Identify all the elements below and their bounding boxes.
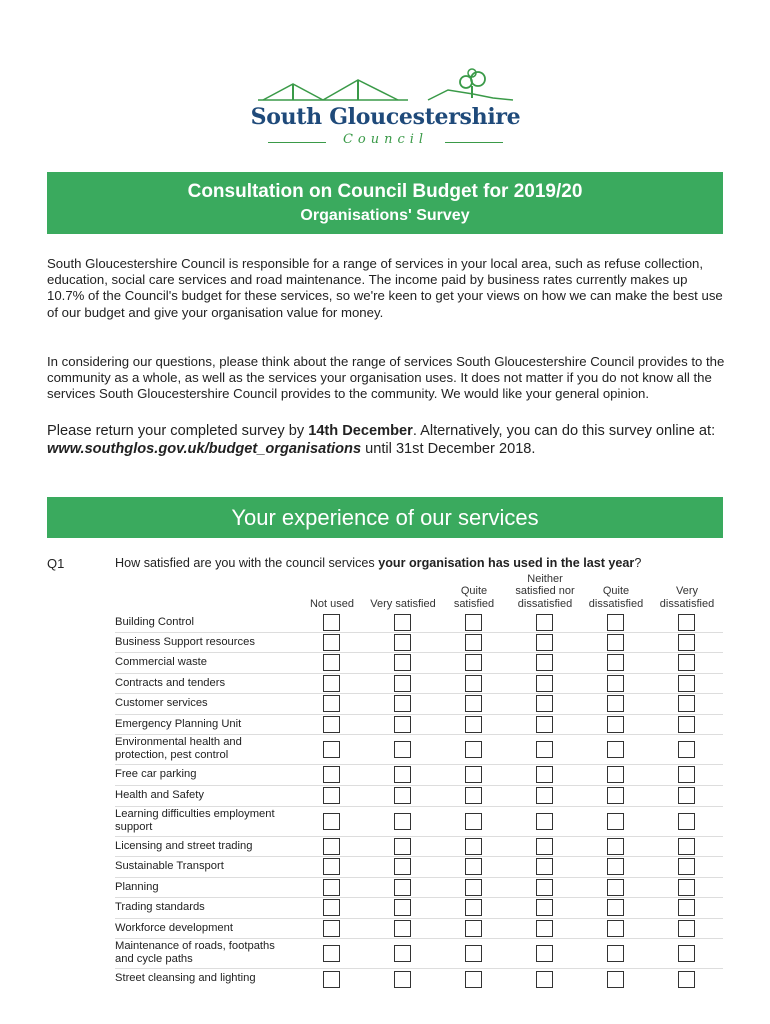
rating-checkbox[interactable] bbox=[607, 858, 624, 875]
rating-checkbox[interactable] bbox=[323, 766, 340, 783]
row-divider bbox=[115, 714, 723, 715]
column-header: Not used bbox=[309, 597, 355, 610]
rating-checkbox[interactable] bbox=[465, 654, 482, 671]
intro-paragraph-1: South Gloucestershire Council is responsible for a range of services in your local area, such as refuse collection, education, social care services and road maintenance. The income paid by business rates currently makes up 10.7% of the Council's budget for these services, so we're keen to get your views on how we can make the best use of our budget and give your organisation value for money. bbox=[47, 256, 723, 320]
rating-checkbox[interactable] bbox=[323, 741, 340, 758]
rating-checkbox[interactable] bbox=[394, 675, 411, 692]
rating-checkbox[interactable] bbox=[536, 614, 553, 631]
service-label: Sustainable Transport bbox=[115, 860, 224, 872]
council-logo bbox=[248, 68, 523, 150]
rating-checkbox[interactable] bbox=[678, 899, 695, 916]
row-divider bbox=[115, 918, 723, 919]
rating-checkbox[interactable] bbox=[536, 634, 553, 651]
rating-checkbox[interactable] bbox=[465, 879, 482, 896]
rating-checkbox[interactable] bbox=[678, 945, 695, 962]
rating-checkbox[interactable] bbox=[607, 695, 624, 712]
rating-checkbox[interactable] bbox=[465, 838, 482, 855]
rating-checkbox[interactable] bbox=[465, 899, 482, 916]
rating-checkbox[interactable] bbox=[394, 716, 411, 733]
rating-checkbox[interactable] bbox=[465, 787, 482, 804]
section-banner: Your experience of our services bbox=[47, 497, 723, 538]
question-text-end: ? bbox=[634, 556, 642, 570]
service-label: Emergency Planning Unit bbox=[115, 718, 242, 730]
row-divider bbox=[115, 836, 723, 837]
rating-checkbox[interactable] bbox=[323, 920, 340, 937]
rating-checkbox[interactable] bbox=[536, 838, 553, 855]
rating-checkbox[interactable] bbox=[536, 920, 553, 937]
rating-checkbox[interactable] bbox=[536, 899, 553, 916]
rating-checkbox[interactable] bbox=[536, 787, 553, 804]
row-divider bbox=[115, 673, 723, 674]
return-instructions bbox=[47, 423, 727, 458]
rating-checkbox[interactable] bbox=[607, 920, 624, 937]
service-label: Workforce development bbox=[115, 922, 233, 934]
return-date: 14th December bbox=[308, 423, 413, 439]
rating-checkbox[interactable] bbox=[465, 614, 482, 631]
rating-checkbox[interactable] bbox=[465, 971, 482, 988]
service-label: Street cleansing and lighting bbox=[115, 972, 256, 984]
question-text bbox=[115, 556, 641, 570]
survey-url-link[interactable]: www.southglos.gov.uk/budget_organisations bbox=[47, 440, 362, 457]
row-divider bbox=[115, 856, 723, 857]
rating-checkbox[interactable] bbox=[536, 654, 553, 671]
rating-checkbox[interactable] bbox=[394, 879, 411, 896]
service-label: Building Control bbox=[115, 616, 194, 628]
service-label: Planning bbox=[115, 881, 159, 893]
rating-checkbox[interactable] bbox=[536, 858, 553, 875]
rating-checkbox[interactable] bbox=[394, 813, 411, 830]
rating-checkbox[interactable] bbox=[678, 838, 695, 855]
rating-checkbox[interactable] bbox=[607, 614, 624, 631]
rating-checkbox[interactable] bbox=[607, 899, 624, 916]
rating-checkbox[interactable] bbox=[678, 858, 695, 875]
rating-checkbox[interactable] bbox=[607, 654, 624, 671]
rating-checkbox[interactable] bbox=[465, 920, 482, 937]
rating-checkbox[interactable] bbox=[323, 675, 340, 692]
rating-checkbox[interactable] bbox=[394, 838, 411, 855]
service-label: Health and Safety bbox=[115, 789, 204, 801]
rating-checkbox[interactable] bbox=[465, 741, 482, 758]
return-text-2: . Alternatively, you can do this survey online at: bbox=[412, 423, 716, 439]
row-divider bbox=[115, 652, 723, 653]
service-label: Maintenance of roads, footpaths and cycle paths bbox=[115, 940, 275, 965]
rating-checkbox[interactable] bbox=[678, 813, 695, 830]
rating-checkbox[interactable] bbox=[394, 654, 411, 671]
rating-checkbox[interactable] bbox=[323, 971, 340, 988]
page-subtitle: Organisations' Survey bbox=[300, 207, 470, 224]
rating-checkbox[interactable] bbox=[465, 945, 482, 962]
rating-checkbox[interactable] bbox=[394, 971, 411, 988]
rating-checkbox[interactable] bbox=[394, 614, 411, 631]
rating-checkbox[interactable] bbox=[323, 634, 340, 651]
rating-checkbox[interactable] bbox=[536, 879, 553, 896]
service-label: Trading standards bbox=[115, 901, 205, 913]
rating-checkbox[interactable] bbox=[323, 879, 340, 896]
column-header: Very satisfied bbox=[370, 597, 436, 610]
rating-checkbox[interactable] bbox=[607, 945, 624, 962]
rating-checkbox[interactable] bbox=[607, 675, 624, 692]
rating-checkbox[interactable] bbox=[678, 879, 695, 896]
rating-checkbox[interactable] bbox=[678, 654, 695, 671]
rating-checkbox[interactable] bbox=[323, 838, 340, 855]
logo-name: South Gloucestershire bbox=[250, 104, 521, 130]
rating-checkbox[interactable] bbox=[678, 614, 695, 631]
row-divider bbox=[115, 785, 723, 786]
row-divider bbox=[115, 938, 723, 939]
rating-checkbox[interactable] bbox=[323, 695, 340, 712]
rating-checkbox[interactable] bbox=[323, 945, 340, 962]
question-text-a: How satisfied are you with the council services bbox=[115, 556, 379, 570]
rating-checkbox[interactable] bbox=[394, 634, 411, 651]
rating-checkbox[interactable] bbox=[607, 634, 624, 651]
row-divider bbox=[115, 806, 723, 807]
rating-checkbox[interactable] bbox=[323, 858, 340, 875]
row-divider bbox=[115, 968, 723, 969]
rating-checkbox[interactable] bbox=[607, 813, 624, 830]
rating-checkbox[interactable] bbox=[394, 945, 411, 962]
rating-checkbox[interactable] bbox=[394, 858, 411, 875]
service-label: Licensing and street trading bbox=[115, 840, 253, 852]
service-label: Environmental health and protection, pest control bbox=[115, 736, 242, 761]
rating-checkbox[interactable] bbox=[323, 654, 340, 671]
rating-checkbox[interactable] bbox=[323, 813, 340, 830]
rating-checkbox[interactable] bbox=[536, 741, 553, 758]
rating-checkbox[interactable] bbox=[678, 741, 695, 758]
rating-checkbox[interactable] bbox=[607, 741, 624, 758]
rating-checkbox[interactable] bbox=[465, 634, 482, 651]
column-header: Quite dissatisfied bbox=[588, 585, 644, 610]
bridge-tree-icon bbox=[248, 68, 523, 108]
rating-checkbox[interactable] bbox=[607, 879, 624, 896]
rating-checkbox[interactable] bbox=[323, 614, 340, 631]
rating-checkbox[interactable] bbox=[465, 766, 482, 783]
rating-checkbox[interactable] bbox=[465, 858, 482, 875]
rating-checkbox[interactable] bbox=[607, 787, 624, 804]
rating-checkbox[interactable] bbox=[323, 787, 340, 804]
rating-checkbox[interactable] bbox=[394, 766, 411, 783]
column-header: Very dissatisfied bbox=[659, 585, 715, 610]
service-label: Contracts and tenders bbox=[115, 677, 226, 689]
rating-checkbox[interactable] bbox=[678, 695, 695, 712]
rating-checkbox[interactable] bbox=[678, 766, 695, 783]
question-text-emphasis: your organisation has used in the last year bbox=[378, 556, 635, 570]
service-label: Learning difficulties employment support bbox=[115, 808, 275, 833]
row-divider bbox=[115, 897, 723, 898]
return-text: Please return your completed survey by bbox=[47, 423, 309, 439]
rating-checkbox[interactable] bbox=[536, 716, 553, 733]
logo-divider bbox=[445, 142, 503, 143]
rating-checkbox[interactable] bbox=[678, 634, 695, 651]
logo-subtitle: Council bbox=[342, 132, 429, 147]
header-banner bbox=[47, 172, 723, 234]
service-label: Commercial waste bbox=[115, 656, 208, 668]
page-title: Consultation on Council Budget for 2019/20 bbox=[187, 181, 583, 202]
rating-checkbox[interactable] bbox=[394, 695, 411, 712]
rating-checkbox[interactable] bbox=[607, 838, 624, 855]
rating-checkbox[interactable] bbox=[465, 675, 482, 692]
rating-checkbox[interactable] bbox=[465, 695, 482, 712]
rating-checkbox[interactable] bbox=[678, 920, 695, 937]
rating-checkbox[interactable] bbox=[394, 741, 411, 758]
rating-checkbox[interactable] bbox=[323, 899, 340, 916]
rating-checkbox[interactable] bbox=[607, 766, 624, 783]
rating-checkbox[interactable] bbox=[536, 675, 553, 692]
service-label: Free car parking bbox=[115, 768, 197, 780]
rating-checkbox[interactable] bbox=[394, 920, 411, 937]
rating-checkbox[interactable] bbox=[678, 971, 695, 988]
intro-paragraph-2: In considering our questions, please think about the range of services South Gloucestershire Council provides to the community as a whole, as well as the services your organisation uses. It does not matter if you do not know all the services South Gloucestershire Council provides to the community. We would like your general opinion. bbox=[47, 354, 725, 402]
row-divider bbox=[115, 632, 723, 633]
row-divider bbox=[115, 734, 723, 735]
rating-checkbox[interactable] bbox=[678, 787, 695, 804]
rating-checkbox[interactable] bbox=[536, 971, 553, 988]
rating-checkbox[interactable] bbox=[536, 695, 553, 712]
row-divider bbox=[115, 764, 723, 765]
rating-checkbox[interactable] bbox=[394, 899, 411, 916]
rating-checkbox[interactable] bbox=[678, 675, 695, 692]
column-header: Quite satisfied bbox=[453, 585, 495, 610]
rating-checkbox[interactable] bbox=[394, 787, 411, 804]
rating-checkbox[interactable] bbox=[536, 945, 553, 962]
return-text-3: until 31st December 2018. bbox=[361, 440, 536, 457]
column-header: Neither satisfied nor dissatisfied bbox=[515, 572, 575, 610]
rating-checkbox[interactable] bbox=[465, 813, 482, 830]
rating-checkbox[interactable] bbox=[536, 766, 553, 783]
rating-checkbox[interactable] bbox=[536, 813, 553, 830]
row-divider bbox=[115, 877, 723, 878]
rating-checkbox[interactable] bbox=[465, 716, 482, 733]
question-number: Q1 bbox=[47, 556, 65, 571]
service-label: Business Support resources bbox=[115, 636, 255, 648]
rating-checkbox[interactable] bbox=[607, 716, 624, 733]
rating-checkbox[interactable] bbox=[323, 716, 340, 733]
rating-checkbox[interactable] bbox=[607, 971, 624, 988]
service-label: Customer services bbox=[115, 697, 208, 709]
rating-checkbox[interactable] bbox=[678, 716, 695, 733]
row-divider bbox=[115, 693, 723, 694]
